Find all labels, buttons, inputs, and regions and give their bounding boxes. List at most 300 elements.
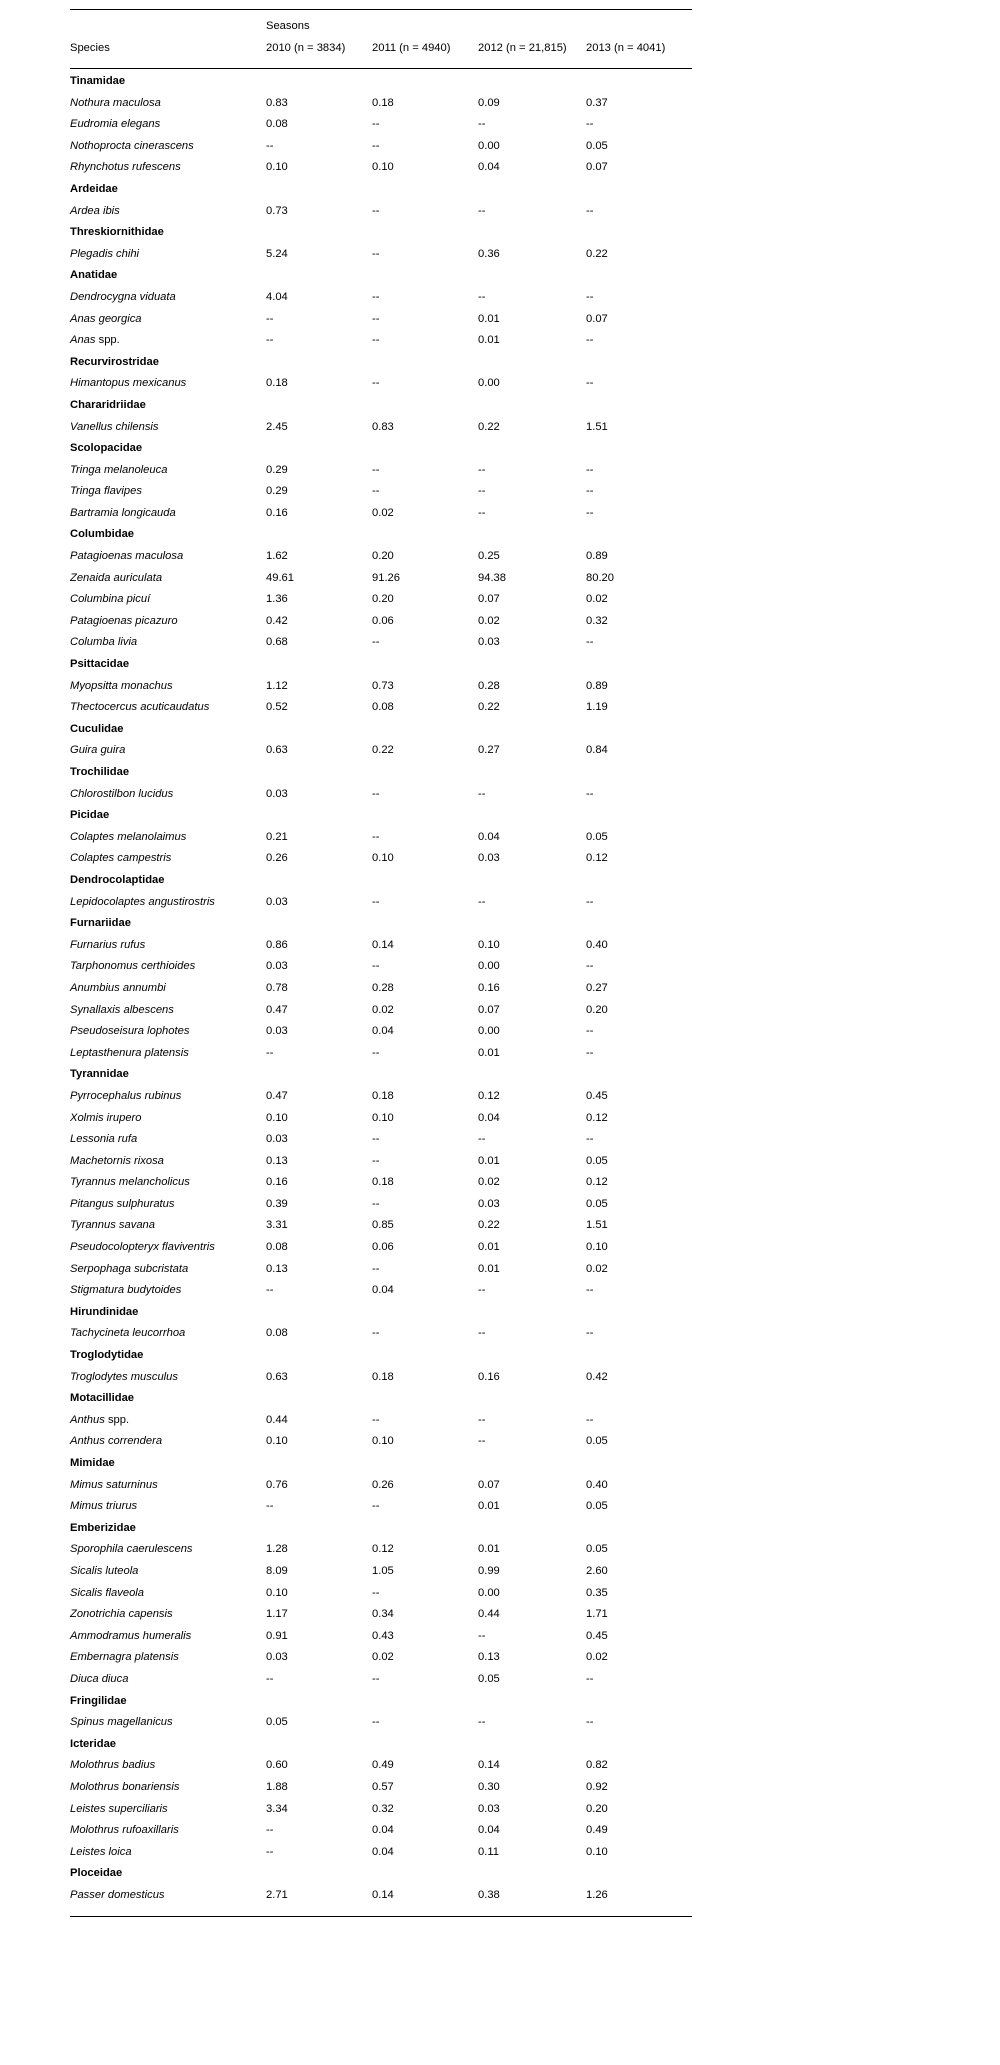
table-row [70, 635, 692, 657]
species-name: Tringa flavipes [70, 485, 142, 498]
value-cell-y2013: 2.60 [586, 1564, 608, 1577]
empty-cell [266, 1866, 372, 1888]
value-cell-y2010: 0.60 [266, 1759, 288, 1772]
value-cell-y2011: 0.04 [372, 1845, 394, 1858]
table-row [70, 959, 692, 981]
value-cell-y2011: -- [372, 247, 380, 260]
value-cell-y2013: -- [586, 1413, 594, 1426]
species-name: Tringa melanoleuca [70, 463, 168, 476]
value-cell-y2010: 1.88 [266, 1780, 288, 1793]
value-cell-y2012: 0.00 [478, 960, 500, 973]
table-row [70, 1175, 692, 1197]
empty-cell [586, 916, 692, 938]
species-name: Molothrus rufoaxillaris [70, 1824, 179, 1837]
value-cell-y2012: -- [478, 1413, 486, 1426]
value-cell-y2010: 0.47 [266, 1089, 288, 1102]
empty-cell [266, 722, 372, 744]
value-cell-y2013: -- [586, 463, 594, 476]
value-cell-y2011: 0.18 [372, 1176, 394, 1189]
value-cell-y2010: 0.76 [266, 1478, 288, 1491]
empty-cell [372, 1348, 478, 1370]
value-cell-y2010: -- [266, 139, 274, 152]
table-row [70, 1111, 692, 1133]
family-row [70, 916, 692, 938]
empty-cell [586, 527, 692, 549]
value-cell-y2012: 0.27 [478, 744, 500, 757]
empty-cell [266, 1737, 372, 1759]
species-name: Stigmatura budytoides [70, 1284, 182, 1297]
empty-cell [372, 1694, 478, 1716]
empty-cell [372, 1866, 478, 1888]
species-name: Himantopus mexicanus [70, 377, 187, 390]
species-name: Mimus saturninus [70, 1478, 158, 1491]
value-cell-y2012: 0.10 [478, 938, 500, 951]
value-cell-y2010: 1.17 [266, 1608, 288, 1621]
family-row [70, 1305, 692, 1327]
table-row [70, 463, 692, 485]
value-cell-y2013: -- [586, 787, 594, 800]
value-cell-y2012: 0.04 [478, 161, 500, 174]
value-cell-y2011: 0.10 [372, 161, 394, 174]
header-blank-cell [70, 21, 266, 43]
table-row [70, 1434, 692, 1456]
value-cell-y2011: -- [372, 1413, 380, 1426]
value-cell-y2013: 0.45 [586, 1629, 608, 1642]
value-cell-y2013: -- [586, 1046, 594, 1059]
value-cell-y2013: 0.40 [586, 938, 608, 951]
family-name: Picidae [70, 809, 110, 822]
value-cell-y2011: 0.20 [372, 593, 394, 606]
family-row [70, 355, 692, 377]
value-cell-y2011: 0.85 [372, 1219, 394, 1232]
species-name: Bartramia longicauda [70, 506, 176, 519]
empty-cell [372, 1305, 478, 1327]
value-cell-y2011: -- [372, 1262, 380, 1275]
empty-cell [478, 1866, 586, 1888]
table-row [70, 1845, 692, 1867]
value-cell-y2010: 0.13 [266, 1154, 288, 1167]
value-cell-y2012: 94.38 [478, 571, 506, 584]
value-cell-y2011: 0.18 [372, 96, 394, 109]
value-cell-y2013: -- [586, 485, 594, 498]
table-row [70, 1586, 692, 1608]
empty-cell [266, 1521, 372, 1543]
value-cell-y2013: 0.37 [586, 96, 608, 109]
table-row [70, 614, 692, 636]
species-genus: Anthus [70, 1413, 105, 1426]
value-cell-y2013: -- [586, 1284, 594, 1297]
value-cell-y2011: 0.34 [372, 1608, 394, 1621]
value-cell-y2013: 0.89 [586, 679, 608, 692]
table-row [70, 1089, 692, 1111]
species-name: Leptasthenura platensis [70, 1046, 189, 1059]
value-cell-y2010: 0.08 [266, 118, 288, 131]
table-row [70, 1370, 692, 1392]
empty-cell [478, 225, 586, 247]
value-cell-y2012: -- [478, 1284, 486, 1297]
value-cell-y2012: 0.16 [478, 981, 500, 994]
family-row [70, 1391, 692, 1413]
value-cell-y2010: 0.13 [266, 1262, 288, 1275]
header-year-2011: 2011 (n = 4940) [372, 42, 451, 54]
value-cell-y2012: 0.16 [478, 1370, 500, 1383]
value-cell-y2013: 0.05 [586, 1154, 608, 1167]
value-cell-y2010: 0.63 [266, 1370, 288, 1383]
table-row [70, 376, 692, 398]
empty-cell [372, 1456, 478, 1478]
empty-cell [372, 441, 478, 463]
header-year-2012: 2012 (n = 21,815) [478, 42, 567, 54]
table-row [70, 1802, 692, 1824]
value-cell-y2012: -- [478, 506, 486, 519]
value-cell-y2011: 0.10 [372, 1435, 394, 1448]
value-cell-y2012: -- [478, 1327, 486, 1340]
value-cell-y2013: 0.05 [586, 830, 608, 843]
value-cell-y2011: 0.73 [372, 679, 394, 692]
empty-cell [266, 657, 372, 679]
table-row [70, 830, 692, 852]
value-cell-y2011: 0.26 [372, 1478, 394, 1491]
value-cell-y2010: 0.29 [266, 485, 288, 498]
species-genus: Anas [70, 334, 96, 347]
empty-cell [478, 1348, 586, 1370]
empty-cell [586, 722, 692, 744]
value-cell-y2011: -- [372, 334, 380, 347]
value-cell-y2013: 0.05 [586, 1435, 608, 1448]
empty-cell [586, 1348, 692, 1370]
value-cell-y2010: 0.68 [266, 636, 288, 649]
species-name: Serpophaga subcristata [70, 1262, 189, 1275]
species-name: Nothura maculosa [70, 96, 161, 109]
value-cell-y2013: 0.35 [586, 1586, 608, 1599]
table-row [70, 247, 692, 269]
empty-cell [586, 873, 692, 895]
value-cell-y2011: -- [372, 636, 380, 649]
species-name: Embernagra platensis [70, 1651, 179, 1664]
family-name: Ardeidae [70, 182, 118, 195]
family-row [70, 182, 692, 204]
value-cell-y2010: 4.04 [266, 290, 288, 303]
value-cell-y2013: -- [586, 1327, 594, 1340]
value-cell-y2012: -- [478, 485, 486, 498]
value-cell-y2012: 0.00 [478, 377, 500, 390]
family-name: Psittacidae [70, 658, 130, 671]
empty-cell [478, 1521, 586, 1543]
species-name: Rhynchotus rufescens [70, 161, 181, 174]
value-cell-y2010: 0.52 [266, 701, 288, 714]
value-cell-y2013: 1.19 [586, 701, 608, 714]
bottom-rule [70, 1917, 692, 1918]
value-cell-y2010: 49.61 [266, 571, 294, 584]
empty-cell [478, 1391, 586, 1413]
empty-cell [372, 1737, 478, 1759]
value-cell-y2010: 0.63 [266, 744, 288, 757]
value-cell-y2013: 1.51 [586, 420, 608, 433]
empty-cell [586, 1305, 692, 1327]
species-name [70, 1413, 266, 1435]
species-name: Colaptes melanolaimus [70, 830, 187, 843]
species-name: Columba livia [70, 636, 138, 649]
value-cell-y2012: 0.00 [478, 1025, 500, 1038]
value-cell-y2010: 0.03 [266, 1133, 288, 1146]
value-cell-y2012: 0.03 [478, 1802, 500, 1815]
species-name: Sicalis flaveola [70, 1586, 144, 1599]
family-row [70, 1694, 692, 1716]
species-name: Tachycineta leucorrhoa [70, 1327, 186, 1340]
empty-cell [372, 657, 478, 679]
header-spacer [70, 10, 692, 21]
family-name: Chararidriidae [70, 398, 146, 411]
family-name: Recurvirostridae [70, 355, 159, 368]
species-name: Tarphonomus certhioides [70, 960, 196, 973]
family-row [70, 1348, 692, 1370]
empty-cell [586, 441, 692, 463]
value-cell-y2013: 0.07 [586, 161, 608, 174]
family-name: Troglodytidae [70, 1349, 144, 1362]
value-cell-y2010: 0.42 [266, 614, 288, 627]
empty-cell [586, 1456, 692, 1478]
value-cell-y2010: 0.18 [266, 377, 288, 390]
value-cell-y2012: 0.14 [478, 1759, 500, 1772]
family-name: Columbidae [70, 528, 135, 541]
empty-cell [266, 916, 372, 938]
family-row [70, 657, 692, 679]
species-name: Spinus magellanicus [70, 1716, 173, 1729]
value-cell-y2010: 2.71 [266, 1888, 288, 1901]
value-cell-y2010: 1.12 [266, 679, 288, 692]
header-row-years [70, 43, 692, 69]
table-row [70, 1132, 692, 1154]
value-cell-y2011: -- [372, 463, 380, 476]
value-cell-y2011: 0.18 [372, 1370, 394, 1383]
species-rank-suffix: spp. [107, 1413, 130, 1426]
table-row [70, 1413, 692, 1435]
value-cell-y2010: 0.08 [266, 1241, 288, 1254]
value-cell-y2011: 0.32 [372, 1802, 394, 1815]
empty-cell [372, 873, 478, 895]
header-year-2013: 2013 (n = 4041) [586, 42, 666, 54]
species-name: Patagioenas picazuro [70, 614, 178, 627]
table-row [70, 571, 692, 593]
family-name: Tinamidae [70, 75, 126, 87]
table-row [70, 1024, 692, 1046]
species-name: Plegadis chihi [70, 247, 140, 260]
value-cell-y2012: 0.07 [478, 593, 500, 606]
value-cell-y2012: 0.01 [478, 1241, 500, 1254]
empty-cell [266, 182, 372, 204]
empty-cell [586, 1521, 692, 1543]
table-row [70, 1499, 692, 1521]
value-cell-y2010: 1.36 [266, 593, 288, 606]
value-cell-y2012: 0.04 [478, 1111, 500, 1124]
value-cell-y2011: 0.20 [372, 550, 394, 563]
table-row [70, 1607, 692, 1629]
table-row [70, 1672, 692, 1694]
value-cell-y2012: 0.12 [478, 1089, 500, 1102]
empty-cell [478, 268, 586, 290]
empty-cell [372, 398, 478, 420]
empty-cell [478, 355, 586, 377]
value-cell-y2010: 8.09 [266, 1564, 288, 1577]
table-row [70, 1003, 692, 1025]
value-cell-y2011: 0.02 [372, 1651, 394, 1664]
empty-cell [586, 74, 692, 96]
value-cell-y2012: -- [478, 895, 486, 908]
family-name: Motacillidae [70, 1392, 135, 1405]
value-cell-y2010: -- [266, 1672, 274, 1685]
empty-cell [266, 441, 372, 463]
value-cell-y2010: 0.05 [266, 1716, 288, 1729]
empty-cell [372, 722, 478, 744]
value-cell-y2010: -- [266, 1046, 274, 1059]
value-cell-y2013: 0.89 [586, 550, 608, 563]
species-name: Anumbius annumbi [70, 981, 166, 994]
empty-cell [266, 1305, 372, 1327]
species-name: Diuca diuca [70, 1672, 129, 1685]
species-name: Sicalis luteola [70, 1564, 139, 1577]
value-cell-y2013: -- [586, 118, 594, 131]
family-name: Furnariidae [70, 917, 131, 930]
value-cell-y2013: 0.20 [586, 1003, 608, 1016]
value-cell-y2012: -- [478, 1435, 486, 1448]
empty-cell [372, 527, 478, 549]
value-cell-y2011: 0.06 [372, 614, 394, 627]
empty-cell [478, 1067, 586, 1089]
value-cell-y2012: 0.22 [478, 1219, 500, 1232]
table-row [70, 1218, 692, 1240]
species-name: Passer domesticus [70, 1888, 165, 1901]
family-row [70, 1456, 692, 1478]
table-row [70, 333, 692, 355]
value-cell-y2011: -- [372, 895, 380, 908]
value-cell-y2010: 0.83 [266, 96, 288, 109]
value-cell-y2011: -- [372, 1500, 380, 1513]
empty-cell [266, 1391, 372, 1413]
value-cell-y2013: -- [586, 636, 594, 649]
table-row [70, 1564, 692, 1586]
value-cell-y2010: 0.73 [266, 204, 288, 217]
table-row [70, 420, 692, 442]
table-row [70, 743, 692, 765]
value-cell-y2010: -- [266, 334, 274, 347]
value-cell-y2011: -- [372, 204, 380, 217]
empty-cell [372, 225, 478, 247]
table-row [70, 96, 692, 118]
value-cell-y2012: 0.03 [478, 852, 500, 865]
empty-cell [266, 1348, 372, 1370]
empty-cell [586, 182, 692, 204]
value-cell-y2010: 1.28 [266, 1543, 288, 1556]
family-name: Ploceidae [70, 1867, 123, 1880]
value-cell-y2011: 0.43 [372, 1629, 394, 1642]
value-cell-y2012: 0.28 [478, 679, 500, 692]
value-cell-y2011: -- [372, 312, 380, 325]
value-cell-y2010: 0.10 [266, 1435, 288, 1448]
value-cell-y2011: 0.49 [372, 1759, 394, 1772]
table-row [70, 290, 692, 312]
species-name: Anas georgica [70, 312, 142, 325]
value-cell-y2011: -- [372, 1672, 380, 1685]
species-name: Lepidocolaptes angustirostris [70, 895, 215, 908]
value-cell-y2011: 0.08 [372, 701, 394, 714]
table-row [70, 484, 692, 506]
empty-cell [478, 398, 586, 420]
empty-cell [478, 916, 586, 938]
table-row [70, 1780, 692, 1802]
family-name: Mimidae [70, 1457, 115, 1469]
family-row [70, 765, 692, 787]
value-cell-y2012: 0.22 [478, 420, 500, 433]
value-cell-y2010: 0.86 [266, 938, 288, 951]
value-cell-y2012: 0.13 [478, 1651, 500, 1664]
value-cell-y2013: 0.10 [586, 1241, 608, 1254]
value-cell-y2013: 0.32 [586, 614, 608, 627]
species-name: Leistes superciliaris [70, 1802, 168, 1815]
value-cell-y2012: 0.02 [478, 614, 500, 627]
value-cell-y2013: -- [586, 290, 594, 303]
table-row [70, 1758, 692, 1780]
value-cell-y2011: -- [372, 139, 380, 152]
family-name: Anatidae [70, 269, 118, 282]
value-cell-y2012: -- [478, 290, 486, 303]
empty-cell [586, 765, 692, 787]
value-cell-y2013: 0.42 [586, 1370, 608, 1383]
empty-cell [478, 441, 586, 463]
table-row [70, 1715, 692, 1737]
species-name [70, 333, 266, 355]
value-cell-y2010: 0.39 [266, 1197, 288, 1210]
species-name: Zonotrichia capensis [70, 1608, 173, 1621]
value-cell-y2013: 0.49 [586, 1824, 608, 1837]
value-cell-y2010: 0.03 [266, 1651, 288, 1664]
value-cell-y2012: 0.01 [478, 1046, 500, 1059]
empty-cell [372, 74, 478, 96]
empty-cell [586, 657, 692, 679]
value-cell-y2012: 0.03 [478, 636, 500, 649]
empty-cell [372, 808, 478, 830]
empty-cell [266, 1067, 372, 1089]
empty-cell [372, 1067, 478, 1089]
value-cell-y2012: 0.11 [478, 1845, 499, 1858]
species-name: Leistes loica [70, 1845, 132, 1858]
value-cell-y2013: -- [586, 895, 594, 908]
value-cell-y2012: -- [478, 1716, 486, 1729]
value-cell-y2013: 0.02 [586, 1651, 608, 1664]
table-row [70, 1046, 692, 1068]
value-cell-y2012: 0.07 [478, 1478, 500, 1491]
value-cell-y2013: 0.92 [586, 1780, 608, 1793]
value-cell-y2010: 0.91 [266, 1629, 288, 1642]
species-name: Pitangus sulphuratus [70, 1197, 175, 1210]
species-name: Columbina picuí [70, 593, 151, 606]
value-cell-y2011: 0.02 [372, 506, 394, 519]
species-name: Ardea ibis [70, 204, 120, 217]
table-row [70, 1262, 692, 1284]
species-name: Furnarius rufus [70, 938, 146, 951]
value-cell-y2011: 0.02 [372, 1003, 394, 1016]
value-cell-y2010: 0.16 [266, 506, 288, 519]
value-cell-y2011: 0.83 [372, 420, 394, 433]
empty-cell [372, 268, 478, 290]
value-cell-y2013: 0.02 [586, 593, 608, 606]
value-cell-y2013: 0.12 [586, 1176, 608, 1189]
value-cell-y2012: 0.00 [478, 1586, 500, 1599]
table-row [70, 1650, 692, 1672]
value-cell-y2012: 0.22 [478, 701, 500, 714]
value-cell-y2010: -- [266, 1284, 274, 1297]
table-row [70, 1823, 692, 1845]
value-cell-y2011: -- [372, 290, 380, 303]
